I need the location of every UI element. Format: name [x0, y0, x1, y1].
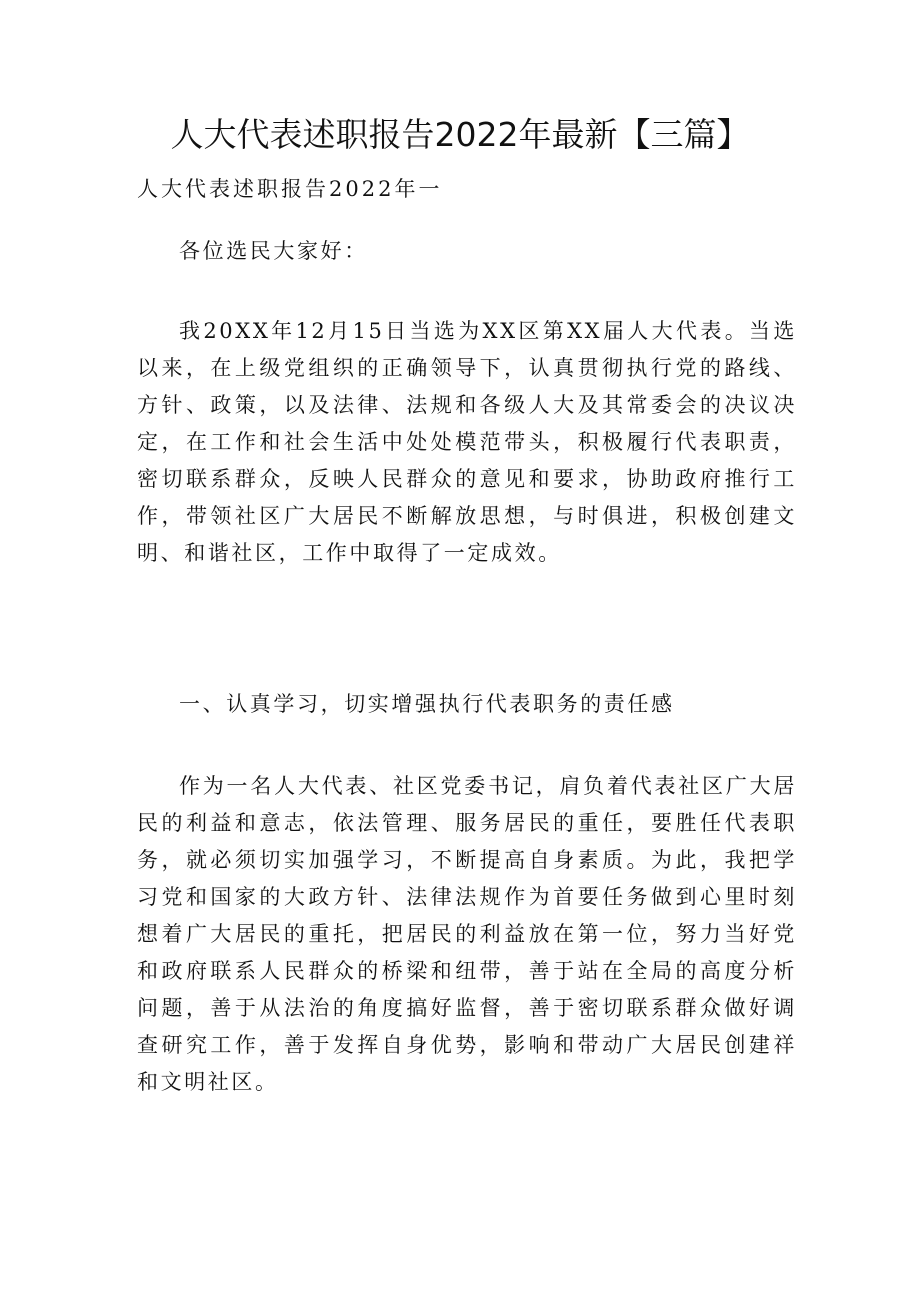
body-paragraph-study: 作为一名人大代表、社区党委书记，肩负着代表社区广大居民的利益和意志，依法管理、服务居民的重任，要胜任代表职务，就必须切实加强学习，不断提高自身素质。为此，我把学习党和国家的大政方针、法律法规作为首要任务做到心里时刻想着广大居民的重托，把居民的利益放在第一位，努力当好党和政府联系人民群众的桥梁和纽带，善于站在全局的高度分析问题，善于从法治的角度搞好监督，善于密切联系群众做好调查研究工作，善于发挥自身优势，影响和带动广大居民创建祥和文明社区。	[137, 774, 797, 1094]
section-subtitle: 人大代表述职报告2022年一	[137, 177, 443, 201]
document-title: 人大代表述职报告2022年最新【三篇】	[170, 115, 750, 154]
body-paragraph-intro: 我20XX年12月15日当选为XX区第XX届人大代表。当选以来，在上级党组织的正确领导下，认真贯彻执行党的路线、方针、政策，以及法律、法规和各级人大及其常委会的决议决定，在工作和社会生活中处处模范带头，积极履行代表职责，密切联系群众，反映人民群众的意见和要求，协助政府推行工作，带领社区广大居民不断解放思想，与时俱进，积极创建文明、和谐社区，工作中取得了一定成效。	[137, 319, 797, 565]
greeting-paragraph: 各位选民大家好：	[179, 239, 368, 263]
section-heading-1: 一、认真学习，切实增强执行代表职务的责任感	[179, 692, 675, 716]
